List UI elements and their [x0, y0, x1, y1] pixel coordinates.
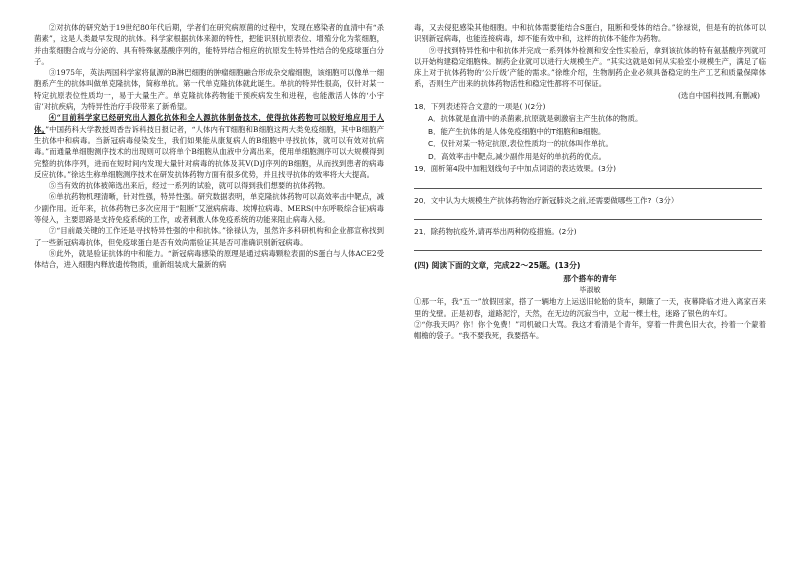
source-note: (选自中国科技网,有删减) — [677, 90, 760, 100]
paragraph-7: ⑦“目前最关键的工作还是寻找特异性强的中和抗体。”徐禄认为，虽然许多科研机构和企业都宣称找到了一些新冠病毒抗体，但免疫球蛋白是否有效尚需验证其是否可准确识别新冠病毒。 — [34, 226, 384, 247]
bold-underlined-sentence: ④“目前科学家已经研究出人源化抗体和全人源抗体制备技术，使得抗体药物可以较好地应用于人体。 — [34, 113, 384, 134]
story-paragraph-1: ①那一年，我“五一”放假回家，搭了一辆地方上运送旧轮胎的货车，颠簸了一天，夜幕降临才进入离家百来里的戈壁。正是初春，道路泥泞，天然，在无边的沉寂当中，立起一棵土柱，迷路了银色的车灯。 — [414, 297, 766, 318]
story-title: 那个搭车的青年 — [563, 274, 617, 284]
option-b: B．能产生抗体的是人体免疫细胞中的T细胞和B细胞。 — [428, 126, 606, 136]
question-21: 21．除药物抗疫外,请再举出两种防疫措施。(2分) — [414, 226, 577, 236]
answer-line — [414, 176, 762, 189]
question-18: 18．下列表述符合文意的一项是( )(2分) — [414, 102, 546, 112]
option-c: C．仅针对某一特定抗原,表位性质均一的抗体叫作单抗。 — [428, 139, 613, 149]
paragraph-5: ⑤当有效的抗体被筛选出来后，经过一系列的试验，就可以得到我们想要的抗体药物。 — [48, 181, 330, 191]
paragraph-6: ⑥单抗药物机理清晰，针对性强，特异性强。研究数据表明，单克隆抗体药物可以高效率击中靶点，减少副作用。近年来，抗体药物已多次应用于“阻断”艾滋病病毒、埃博拉病毒、MERS(中东呼吸综合征)病毒等侵入，主要思路是支持免疫系统的工作，或者刺激人体免疫系统的功能来阻止病毒入侵。 — [34, 192, 384, 225]
paragraph-9: ⑨寻找到特异性和中和抗体并完成一系列体外检测和安全性实验后，拿到该抗体的特有氨基酸序列就可以开始构建稳定细胞株。制药企业就可以进行大规模生产。“其实这就是如何从实验室小规模生产，满足了临床上对于抗体药物的‘公斤级’产能的需求。”徐维介绍，生物制药企业必须具备稳定的生产工艺和质量保障体系，否则生产出来的抗体药物活性和稳定性都将不可保证。 — [414, 45, 766, 89]
left-column — [34, 22, 384, 271]
option-d: D．高效率击中靶点,减少副作用是好的单抗药的优点。 — [428, 151, 607, 161]
answer-line — [414, 207, 762, 220]
story-paragraph-2: ②“你我天吗？你！你个免费！”司机破口大骂。我这才看清是个青年，穿着一件黄色旧大衣，拎着一个蒙着帽檐的袋子。“我不要我死，我要搭车。 — [414, 319, 766, 341]
section-header: (四) 阅读下面的文章，完成22～25题。(13分) — [414, 261, 581, 271]
paragraph-8-continued: 毒，又去侵犯感染其他细胞。中和抗体需要能结合S蛋白，阻断和受体的结合。”徐禄说，但是有的抗体可以识别新冠病毒，也能连接病毒，却不能有效中和，这样的抗体不能作为药物。 — [414, 23, 766, 44]
right-column — [414, 22, 766, 342]
option-a: A．抗体就是血清中的杀菌素,抗原就是刺激宿主产生抗体的物质。 — [428, 114, 643, 124]
story-author: 毕淑敏 — [579, 286, 601, 295]
question-20: 20．文中认为大规模生产抗体药物治疗新冠肺炎之前,还需要做哪些工作?（3分） — [414, 195, 679, 205]
paragraph-4 — [34, 112, 384, 180]
paragraph-8: ⑧此外，就是验证抗体的中和能力。“新冠病毒感染的原理是通过病毒颗粒表面的S蛋白与人体ACE2受体结合，进入细胞内释放遗传物质，重新组装成大量新的病 — [34, 248, 384, 270]
answer-line — [414, 238, 762, 251]
paragraph-4-rest: ”中国药科大学教授周香告诉科技日报记者，“人体内有T细胞和B细胞这两大类免疫细胞，其中B细胞产生抗体中和病毒。当新冠病毒侵染发生，我们如果能从康复病人的B细胞中寻找抗体，就可以有效对抗病毒。”而通量单细胞测序技术的出现则可以将单个B细胞从血液中分离出来，使用单细胞测序可以大规模得到完整的抗体序列，进而在短时间内发现大量针对病毒的抗体及其V(D)J序列的B细胞，从而找到患者的病毒反应抗体。”徐达生称单细胞测序技术在研发抗体药物方面有很多优势，并且找寻抗体的效率将大大提高。 — [34, 124, 384, 179]
paragraph-2: ②对抗体的研究始于19世纪80年代后期，学者们在研究病原菌的过程中，发现在感染者的血清中有“杀菌素”，这是人类最早发现的抗体。科学家根据抗体来源的特性，把能识别抗原表位、增殖分化为浆细胞，并由浆细胞合成与分泌的、具有特殊氨基酸序列的，能特异结合相应的抗原发生特异性结合的免疫球蛋白分子。 — [34, 23, 384, 66]
question-19: 19．面析第4段中加粗划线句子中加点词语的表达效果。(3分) — [414, 164, 616, 174]
paragraph-3: ③1975年，英法两国科学家将鼠源的B淋巴细胞的肿瘤细胞融合形成杂交瘤细胞，该细胞可以像单一细胞系产生的抗体叫做单克隆抗体，简称单抗。第一代单克隆抗体就此诞生。单抗的特异性很高，仅针对某一特定抗原表位性质均一，易于大量生产。单克隆抗体药物能干预疾病发生和进程，也能激活人体的‘小宇宙’对抗疾病，为特异性治疗手段带来了新希望。 — [34, 68, 384, 112]
